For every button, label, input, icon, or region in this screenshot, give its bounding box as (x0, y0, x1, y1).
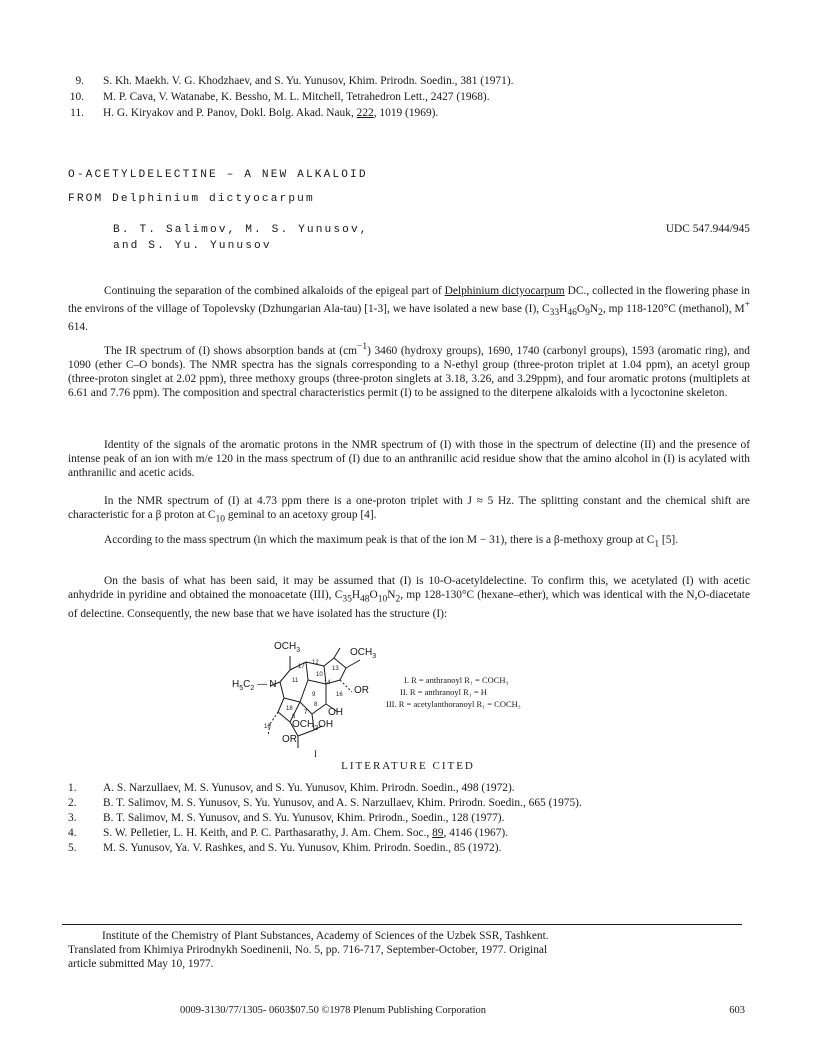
text: DC., collected in the flowering phase in the environs of the village of Topolevsky (Dzhungarian Ala-tau) [1-3], we have isolated a new base (I), C (68, 285, 750, 315)
label-subscript: 2 (314, 725, 319, 732)
author-line1: B. T. Salimov, M. S. Yunusov, (113, 224, 369, 236)
subscript: 48 (360, 594, 370, 605)
literature-number: 2. (68, 797, 77, 809)
paragraph-2 (68, 340, 750, 401)
text: According to the mass spectrum (in which the maximum peak is that of the ion M − 31), there is a β-methoxy group at C (104, 534, 655, 546)
literature-item (0, 826, 816, 841)
reference-text-part: , 1019 (1969). (373, 107, 439, 119)
atom-number: 12 (312, 660, 319, 666)
text: 614. (68, 321, 88, 334)
legend-item: II. R = anthranoyl R₁ = H (400, 687, 487, 697)
text: ) 3460 (hydroxy groups), 1690, 1740 (carbonyl groups), 1593 (aromatic ring), and 1090 (ether C–O bonds). The NMR spectra has the signals corresponding to a N-ethyl group (three-proton triplet at 1.04 ppm), an acetyl group (three-proton singlet at 2.02 ppm), three methoxy groups (three-proton singlets at 3.18, 3.26, and 3.29ppm), and four aromatic protons (multiplets at 6.61 and 7.76 ppm). The composition and spectral characteristics permit (I) to be assigned to the diterpene alkaloids with a lycoctonine skeleton. (68, 344, 750, 400)
subscript: 33 (549, 308, 560, 319)
footnote (68, 929, 748, 972)
atom-number: 13 (332, 666, 339, 672)
reference-number: 11. (70, 107, 84, 119)
atom-number: 9 (312, 692, 316, 698)
footnote-divider (62, 924, 742, 925)
literature-text: M. S. Yunusov, Ya. V. Rashkes, and S. Yu. Yunusov, Khim. Prirodn. Soedin., 85 (1972). (103, 842, 502, 854)
text: O (576, 303, 586, 315)
reference-text-part: H. G. Kiryakov and P. Panov, Dokl. Bolg. Akad. Nauk, (103, 107, 357, 119)
label-text: OCH (292, 719, 315, 730)
paragraph-4 (68, 494, 750, 527)
subscript: 2 (395, 594, 401, 605)
paragraph-5 (68, 533, 750, 551)
literature-text: B. T. Salimov, M. S. Yunusov, S. Yu. Yunusov, and A. S. Narzullaev, Khim. Prirodn. Soedin., 665 (1975). (103, 797, 582, 809)
literature-item (0, 841, 816, 856)
literature-text-part: , 4146 (1967). (443, 827, 509, 839)
atom-number: 10 (316, 672, 323, 678)
atom-number: 11 (292, 678, 299, 684)
atom-number: 16 (264, 724, 271, 730)
article-title-line2: FROM Delphinium dictyocarpum (68, 193, 315, 205)
label-subscript: 3 (372, 653, 377, 660)
footnote-line: Translated from Khimiya Prirodnykh Soedinenii, No. 5, pp. 716-717, September-October, 1977. Original (68, 944, 548, 957)
label-subscript: 5 (239, 685, 244, 692)
literature-number: 1. (68, 782, 77, 794)
species-name: Delphinium dictyocarpum (444, 285, 565, 297)
text: In the NMR spectrum of (I) at 4.73 ppm there is a one-proton triplet with J ≈ 5 Hz. The splitting constant and the chemical shift are characteristic for a β proton at C (68, 495, 750, 522)
subscript: 10 (377, 594, 388, 605)
label-text: C (243, 679, 251, 690)
text: Continuing the separation of the combined alkaloids of the epigeal part of (104, 285, 445, 297)
literature-number: 3. (68, 812, 77, 824)
subscript: 9 (585, 308, 590, 319)
literature-heading: LITERATURE CITED (341, 760, 475, 772)
label-text: OCH (350, 647, 373, 658)
label-text: H (232, 679, 240, 690)
label-nitrogen: N (269, 679, 277, 690)
atom-number: 6 (292, 714, 296, 720)
subscript: 2 (598, 308, 603, 319)
superscript: + (744, 300, 751, 311)
literature-item (0, 796, 816, 811)
subscript: 35 (342, 594, 352, 605)
page-number: 603 (729, 1005, 745, 1016)
reference-text (103, 106, 438, 120)
reference-text: M. P. Cava, V. Watanabe, K. Bessho, M. L. Mitchell, Tetrahedron Lett., 2427 (1968). (103, 91, 490, 103)
text: , mp 128-130°C (hexane–ether), which was identical with the N,O-diacetate of delectine. Consequently, the new base that we have isolated has the structure (I): (68, 589, 750, 620)
text: H (559, 303, 568, 315)
udc-code: UDC 547.944/945 (665, 223, 750, 235)
literature-text: A. S. Narzullaev, M. S. Yunusov, and S. Yu. Yunusov, Khim. Prirodn. Soedin., 498 (1972). (103, 782, 515, 794)
label-text: OCH (274, 641, 297, 652)
literature-item (0, 811, 816, 826)
atom-number: 18 (286, 706, 293, 712)
label-subscript: 2 (250, 685, 255, 692)
subscript: 10 (215, 514, 225, 525)
label-oh: OH (328, 707, 343, 718)
label-ethyl: $H_5C_2$ — N (232, 679, 277, 692)
label-och3-top (274, 640, 300, 658)
atom-number: 8 (314, 702, 318, 708)
text: N (589, 303, 599, 315)
atom-number: 7 (304, 710, 308, 716)
reference-number: 9. (75, 75, 84, 87)
label-or-bottom: OR (282, 734, 297, 745)
superscript: −1 (356, 342, 368, 352)
text: [5]. (659, 534, 679, 546)
text: N (387, 589, 396, 602)
label-och3-right (350, 646, 376, 664)
literature-number: 5. (68, 842, 77, 854)
atom-number: 14 (324, 680, 331, 686)
copyright-line: 0009-3130/77/1305- 0603$07.50 ©1978 Plenum Publishing Corporation (180, 1005, 487, 1016)
paragraph-3 (68, 438, 750, 481)
legend-item: III. R = acetylanthoranoyl R₁ = COCH₃ (386, 699, 521, 709)
text: O (369, 589, 378, 602)
label-och2-oh (292, 718, 333, 736)
literature-volume: 89 (432, 827, 444, 839)
legend-item: I. R = anthranoyl R₁ = COCH₃ (404, 675, 509, 685)
paragraph-1 (68, 284, 750, 335)
atom-number: 16 (336, 692, 343, 698)
label-or-right: OR (354, 685, 369, 696)
literature-text (103, 826, 508, 840)
structure-legend (386, 674, 521, 710)
reference-volume: 222 (356, 107, 374, 119)
text: geminal to an acetoxy group [4]. (224, 509, 377, 522)
author-line2: and S. Yu. Yunusov (113, 240, 272, 252)
paragraph-6 (68, 574, 750, 621)
reference-number: 10. (69, 91, 84, 103)
literature-item (0, 781, 816, 796)
literature-number: 4. (68, 827, 77, 839)
literature-text: B. T. Salimov, M. S. Yunusov, and S. Yu. Yunusov, Khim. Prirodn., Soedin., 128 (1977). (103, 812, 505, 824)
text: H (351, 589, 361, 602)
label-text: OH (318, 719, 334, 730)
footnote-line: article submitted May 10, 1977. (68, 958, 214, 971)
reference-text: S. Kh. Maekh. V. G. Khodzhaev, and S. Yu. Yunusov, Khim. Prirodn. Soedin., 381 (1971). (103, 75, 514, 87)
text: The IR spectrum of (I) shows absorption bands at (cm (104, 344, 357, 357)
article-title-line1: O-ACETYLDELECTINE – A NEW ALKALOID (68, 169, 368, 181)
text: On the basis of what has been said, it may be assumed that (I) is 10-O-acetyldelectine. To confirm this, we acetylated (I) with acetic anhydride in pyridine and obtained the monoacetate (III), C (68, 575, 750, 602)
footnote-line: Institute of the Chemistry of Plant Substances, Academy of Sciences of the Uzbek SSR, Tashkent. (102, 930, 549, 942)
chemical-structure (228, 640, 388, 759)
subscript: 1 (654, 539, 660, 550)
compound-label: I (314, 749, 317, 759)
text: , mp 118-120°C (methanol), M (602, 303, 745, 315)
subscript: 46 (567, 308, 577, 319)
literature-text-part: S. W. Pelletier, L. H. Keith, and P. C. Parthasarathy, J. Am. Chem. Soc., (103, 827, 433, 839)
text: Identity of the signals of the aromatic protons in the NMR spectrum of (I) with those in the spectrum of delectine (II) and the presence of intense peak of an ion with m/e 120 in the mass spectrum of (I) due to an anthranilic acid residue show that the amino alcohol in (I) is acylated with anthranilic and acetic acids. (68, 439, 750, 480)
label-subscript: 3 (296, 647, 301, 654)
atom-number: 17 (298, 664, 305, 670)
